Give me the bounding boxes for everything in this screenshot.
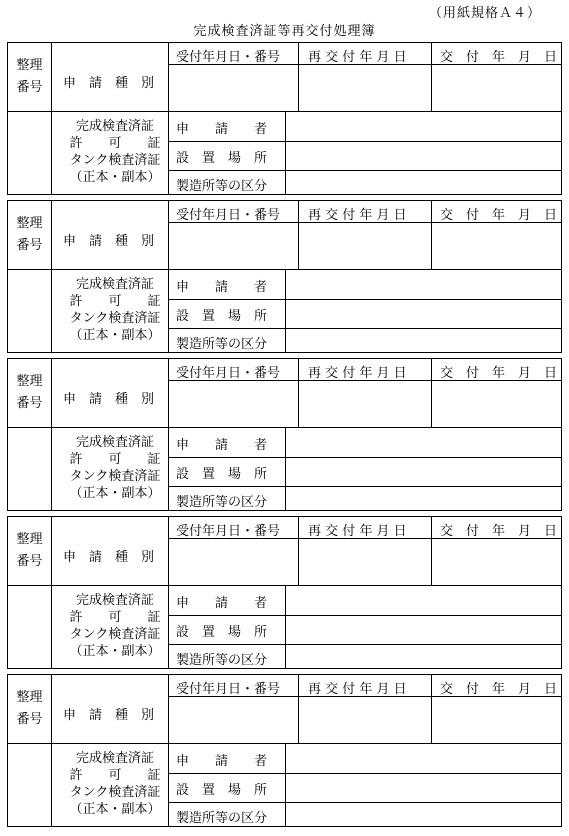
divider xyxy=(8,743,52,744)
seiri-label-2: 番号 xyxy=(16,80,43,95)
shinseisha-value[interactable] xyxy=(286,112,561,141)
seiri-label-1: 整理 xyxy=(16,374,43,389)
category-tank: タンク検査済証 xyxy=(69,311,161,326)
category-seifuku: （正本・副本） xyxy=(69,170,161,185)
category-kyoka: 許 可 証 xyxy=(69,136,161,151)
shinseisha-value[interactable] xyxy=(286,586,561,615)
seiri-number-cell[interactable] xyxy=(8,517,52,668)
setchi-basho-label: 設 置 場 所 xyxy=(176,783,268,798)
shinsei-shubetsu-value[interactable] xyxy=(169,223,298,269)
category-kansei: 完成検査済証 xyxy=(75,119,154,134)
kofu-label: 交 付 年 月 日 xyxy=(440,366,558,381)
record-block xyxy=(7,200,562,353)
seizosho-kubun-label: 製造所等の区分 xyxy=(176,653,268,668)
uketsuke-label: 受付年月日・番号 xyxy=(176,366,281,381)
seiri-label-1: 整理 xyxy=(16,532,43,547)
category-tank: タンク検査済証 xyxy=(69,153,161,168)
seiri-label-2: 番号 xyxy=(16,554,43,569)
saikofu-label: 再 交 付 年 月 日 xyxy=(308,682,407,697)
uketsuke-label: 受付年月日・番号 xyxy=(176,682,281,697)
seizosho-kubun-label: 製造所等の区分 xyxy=(176,179,268,194)
seizosho-kubun-label: 製造所等の区分 xyxy=(176,337,268,352)
setchi-basho-label: 設 置 場 所 xyxy=(176,467,268,482)
category-tank: タンク検査済証 xyxy=(69,469,161,484)
saikofu-date-value[interactable] xyxy=(299,539,431,585)
kofu-date-value[interactable] xyxy=(432,223,561,269)
seiri-number-cell[interactable] xyxy=(8,201,52,352)
category-kyoka: 許 可 証 xyxy=(69,610,161,625)
category-tank: タンク検査済証 xyxy=(69,785,161,800)
shinseisha-label: 申 請 者 xyxy=(176,122,268,137)
category-kansei: 完成検査済証 xyxy=(75,277,154,292)
seizosho-kubun-value[interactable] xyxy=(286,329,561,352)
seizosho-kubun-value[interactable] xyxy=(286,487,561,510)
setchi-basho-label: 設 置 場 所 xyxy=(176,151,268,166)
category-seifuku: （正本・副本） xyxy=(69,802,161,817)
uketsuke-label: 受付年月日・番号 xyxy=(176,50,281,65)
category-list xyxy=(60,118,170,186)
category-kansei: 完成検査済証 xyxy=(75,435,154,450)
saikofu-date-value[interactable] xyxy=(299,697,431,743)
shinseisha-value[interactable] xyxy=(286,270,561,299)
category-list xyxy=(60,434,170,502)
shinsei-shubetsu-label: 申 請 種 別 xyxy=(63,234,155,249)
shinseisha-label: 申 請 者 xyxy=(176,438,268,453)
seizosho-kubun-value[interactable] xyxy=(286,803,561,826)
shinsei-shubetsu-label: 申 請 種 別 xyxy=(63,708,155,723)
category-kyoka: 許 可 証 xyxy=(69,452,161,467)
category-tank: タンク検査済証 xyxy=(69,627,161,642)
kofu-date-value[interactable] xyxy=(432,65,561,111)
saikofu-label: 再 交 付 年 月 日 xyxy=(308,366,407,381)
kofu-date-value[interactable] xyxy=(432,539,561,585)
saikofu-date-value[interactable] xyxy=(299,65,431,111)
record-block xyxy=(7,358,562,511)
saikofu-label: 再 交 付 年 月 日 xyxy=(308,524,407,539)
divider xyxy=(8,585,52,586)
divider xyxy=(8,427,52,428)
uketsuke-label: 受付年月日・番号 xyxy=(176,208,281,223)
shinsei-shubetsu-value[interactable] xyxy=(169,539,298,585)
setchi-basho-label: 設 置 場 所 xyxy=(176,625,268,640)
shinsei-shubetsu-label: 申 請 種 別 xyxy=(63,76,155,91)
seiri-number-cell[interactable] xyxy=(8,359,52,510)
seiri-label-2: 番号 xyxy=(16,238,43,253)
seiri-number-cell[interactable] xyxy=(8,43,52,194)
category-kansei: 完成検査済証 xyxy=(75,751,154,766)
setchi-basho-value[interactable] xyxy=(286,774,561,802)
seizosho-kubun-value[interactable] xyxy=(286,645,561,668)
shinsei-shubetsu-label: 申 請 種 別 xyxy=(63,550,155,565)
kofu-date-value[interactable] xyxy=(432,381,561,427)
seizosho-kubun-label: 製造所等の区分 xyxy=(176,495,268,510)
shinseisha-label: 申 請 者 xyxy=(176,596,268,611)
divider xyxy=(8,111,52,112)
seizosho-kubun-label: 製造所等の区分 xyxy=(176,811,268,826)
saikofu-date-value[interactable] xyxy=(299,223,431,269)
kofu-label: 交 付 年 月 日 xyxy=(440,524,558,539)
shinsei-shubetsu-value[interactable] xyxy=(169,697,298,743)
kofu-label: 交 付 年 月 日 xyxy=(440,682,558,697)
seiri-label-1: 整理 xyxy=(16,216,43,231)
setchi-basho-value[interactable] xyxy=(286,616,561,644)
kofu-date-value[interactable] xyxy=(432,697,561,743)
shinseisha-label: 申 請 者 xyxy=(176,754,268,769)
shinseisha-label: 申 請 者 xyxy=(176,280,268,295)
shinsei-shubetsu-value[interactable] xyxy=(169,65,298,111)
divider xyxy=(8,269,52,270)
saikofu-date-value[interactable] xyxy=(299,381,431,427)
category-kansei: 完成検査済証 xyxy=(75,593,154,608)
category-seifuku: （正本・副本） xyxy=(69,486,161,501)
seiri-number-cell[interactable] xyxy=(8,675,52,826)
category-list xyxy=(60,276,170,344)
seiri-label-2: 番号 xyxy=(16,712,43,727)
setchi-basho-label: 設 置 場 所 xyxy=(176,309,268,324)
category-list xyxy=(60,750,170,818)
saikofu-label: 再 交 付 年 月 日 xyxy=(308,208,407,223)
seiri-label-1: 整理 xyxy=(16,690,43,705)
category-seifuku: （正本・副本） xyxy=(69,644,161,659)
saikofu-label: 再 交 付 年 月 日 xyxy=(308,50,407,65)
shinsei-shubetsu-label: 申 請 種 別 xyxy=(63,392,155,407)
kofu-label: 交 付 年 月 日 xyxy=(440,208,558,223)
category-kyoka: 許 可 証 xyxy=(69,768,161,783)
seiri-label-2: 番号 xyxy=(16,396,43,411)
seizosho-kubun-value[interactable] xyxy=(286,171,561,194)
form-title: 完成検査済証等再交付処理簿 xyxy=(193,24,376,39)
paper-size-note: （用紙規格Ａ４） xyxy=(428,6,541,21)
record-block xyxy=(7,674,562,827)
kofu-label: 交 付 年 月 日 xyxy=(440,50,558,65)
shinsei-shubetsu-value[interactable] xyxy=(169,381,298,427)
setchi-basho-value[interactable] xyxy=(286,458,561,486)
category-kyoka: 許 可 証 xyxy=(69,294,161,309)
seiri-label-1: 整理 xyxy=(16,58,43,73)
setchi-basho-value[interactable] xyxy=(286,300,561,328)
uketsuke-label: 受付年月日・番号 xyxy=(176,524,281,539)
setchi-basho-value[interactable] xyxy=(286,142,561,170)
category-seifuku: （正本・副本） xyxy=(69,328,161,343)
shinseisha-value[interactable] xyxy=(286,744,561,773)
shinseisha-value[interactable] xyxy=(286,428,561,457)
record-block xyxy=(7,42,562,195)
record-block xyxy=(7,516,562,669)
category-list xyxy=(60,592,170,660)
